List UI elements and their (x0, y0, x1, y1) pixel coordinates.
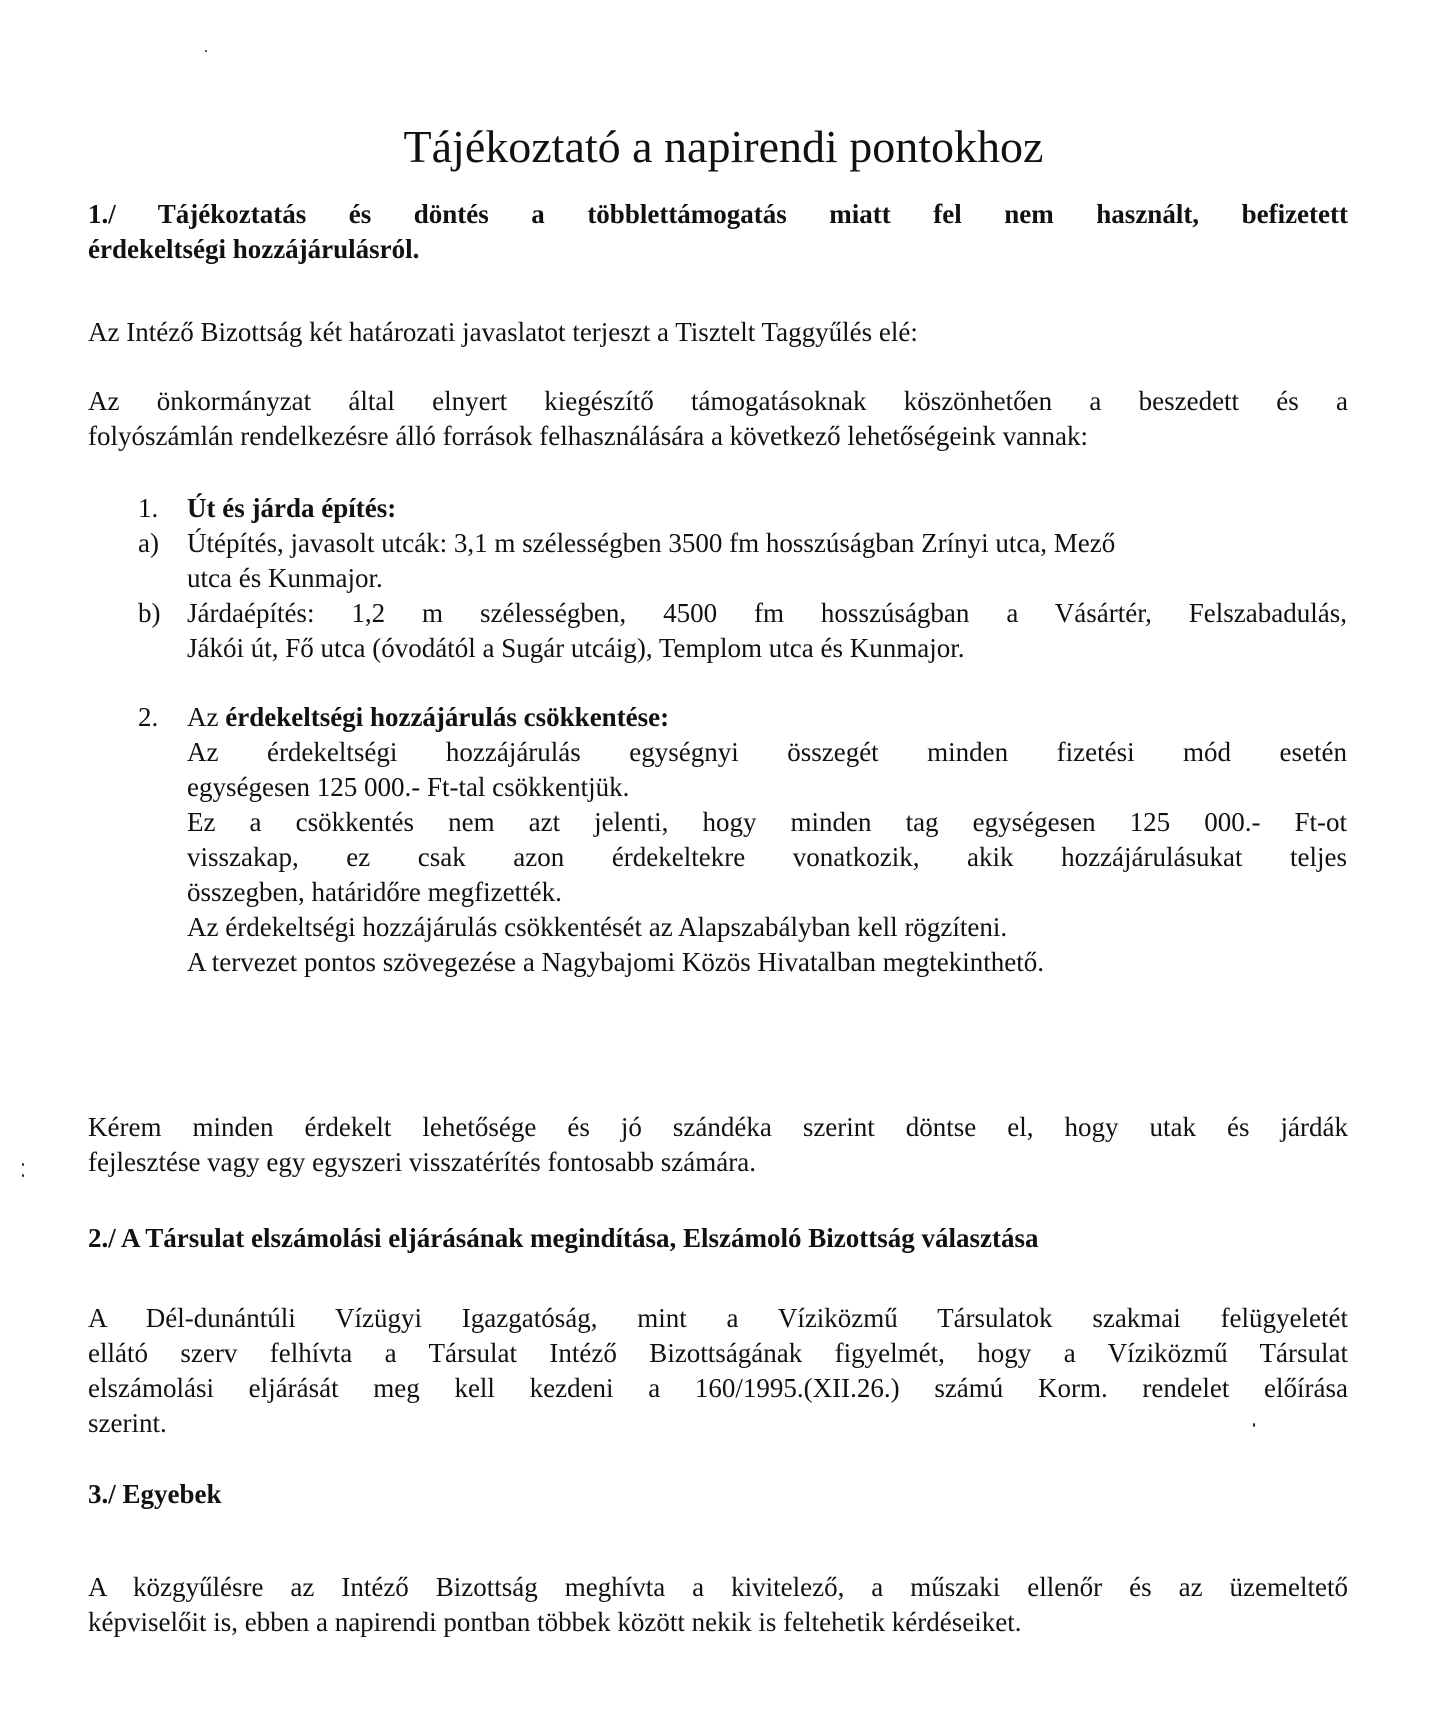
section-1-heading-line-2: érdekeltségi hozzájárulásról. (88, 234, 420, 264)
subitem-b-line-2: Jákói út, Fő utca (óvodától a Sugár utcáig), Templom utca és Kunmajor. (187, 633, 965, 663)
option-2-heading-prefix: Az (187, 702, 226, 732)
scan-speck (22, 1163, 24, 1166)
option-2-line-4: visszakap, ez csak azon érdekeltekre vonatkozik, akik hozzájárulásukat teljes (187, 842, 1347, 872)
option-2-heading-bold: érdekeltségi hozzájárulás csökkentése: (225, 702, 670, 732)
document-title: Tájékoztató a napirendi pontokhoz (403, 120, 1044, 172)
subitem-b-label: b) (138, 598, 161, 628)
section-2-text (88, 1301, 1348, 1441)
section-3-line-1: A közgyűlésre az Intéző Bizottság meghívta a kivitelező, a műszaki ellenőr és az üzemeltető (88, 1572, 1348, 1602)
option-2-line-5: összegben, határidőre megfizették. (187, 877, 562, 907)
paragraph-line-2: folyószámlán rendelkezésre álló források felhasználására a következő lehetőségeink vannak: (88, 421, 1089, 451)
scan-speck (1253, 1423, 1255, 1427)
section-1-heading (88, 197, 1348, 267)
section-2-line-1: A Dél-dunántúli Vízügyi Igazgatóság, mint a Víziközmű Társulatok szakmai felügyeletét (88, 1303, 1348, 1333)
section-1-intro: Az Intéző Bizottság két határozati javaslatot terjeszt a Tisztelt Taggyűlés elé: (88, 317, 918, 347)
subitem-b (187, 596, 1347, 666)
section-2-line-2: ellátó szerv felhívta a Társulat Intéző Bizottságának figyelmét, hogy a Víziközmű Társulat (88, 1338, 1348, 1368)
option-2-line-2: egységesen 125 000.- Ft-tal csökkentjük. (187, 772, 630, 802)
option-2-heading (187, 700, 1347, 735)
subitem-a-line-2: utca és Kunmajor. (187, 563, 383, 593)
scan-speck (22, 1174, 24, 1177)
section-1-paragraph (88, 384, 1348, 454)
option-1-number: 1. (138, 493, 159, 523)
option-2-line-7: A tervezet pontos szövegezése a Nagybajomi Közös Hivatalban megtekinthető. (187, 947, 1044, 977)
subitem-a (187, 526, 1347, 596)
option-2-line-6: Az érdekeltségi hozzájárulás csökkentését az Alapszabályban kell rögzíteni. (187, 912, 1008, 942)
section-2-line-4: szerint. (88, 1408, 167, 1438)
option-2-line-3: Ez a csökkentés nem azt jelenti, hogy minden tag egységesen 125 000.- Ft-ot (187, 807, 1347, 837)
closing-line-1: Kérem minden érdekelt lehetősége és jó szándéka szerint döntse el, hogy utak és járdák (88, 1112, 1348, 1142)
paragraph-line-1: Az önkormányzat által elnyert kiegészítő támogatásoknak köszönhetően a beszedett és a (88, 386, 1348, 416)
section-3-line-2: képviselőit is, ebben a napirendi pontban többek között nekik is feltehetik kérdéseiket. (88, 1607, 1022, 1637)
section-3-heading: 3./ Egyebek (88, 1479, 222, 1509)
section-1-closing (88, 1110, 1348, 1180)
option-2-number: 2. (138, 702, 159, 732)
option-2-text (187, 735, 1347, 980)
section-2-line-3: elszámolási eljárását meg kell kezdeni a 160/1995.(XII.26.) számú Korm. rendelet előírása (88, 1373, 1348, 1403)
subitem-a-line-1: Útépítés, javasolt utcák: 3,1 m szélességben 3500 fm hosszúságban Zrínyi utca, Mező (187, 528, 1116, 558)
section-3-text (88, 1570, 1348, 1640)
option-2-line-1: Az érdekeltségi hozzájárulás egységnyi összegét minden fizetési mód esetén (187, 737, 1347, 767)
subitem-a-label: a) (138, 528, 159, 558)
scan-speck (205, 50, 207, 52)
closing-line-2: fejlesztése vagy egy egyszeri visszatérítés fontosabb számára. (88, 1147, 756, 1177)
option-1-heading: Út és járda építés: (187, 493, 397, 523)
subitem-b-line-1: Járdaépítés: 1,2 m szélességben, 4500 fm hosszúságban a Vásártér, Felszabadulás, (187, 598, 1347, 628)
section-1-heading-line-1: 1./ Tájékoztatás és döntés a többlettámogatás miatt fel nem használt, befizetett (88, 199, 1348, 229)
section-2-heading: 2./ A Társulat elszámolási eljárásának megindítása, Elszámoló Bizottság választása (88, 1223, 1039, 1253)
